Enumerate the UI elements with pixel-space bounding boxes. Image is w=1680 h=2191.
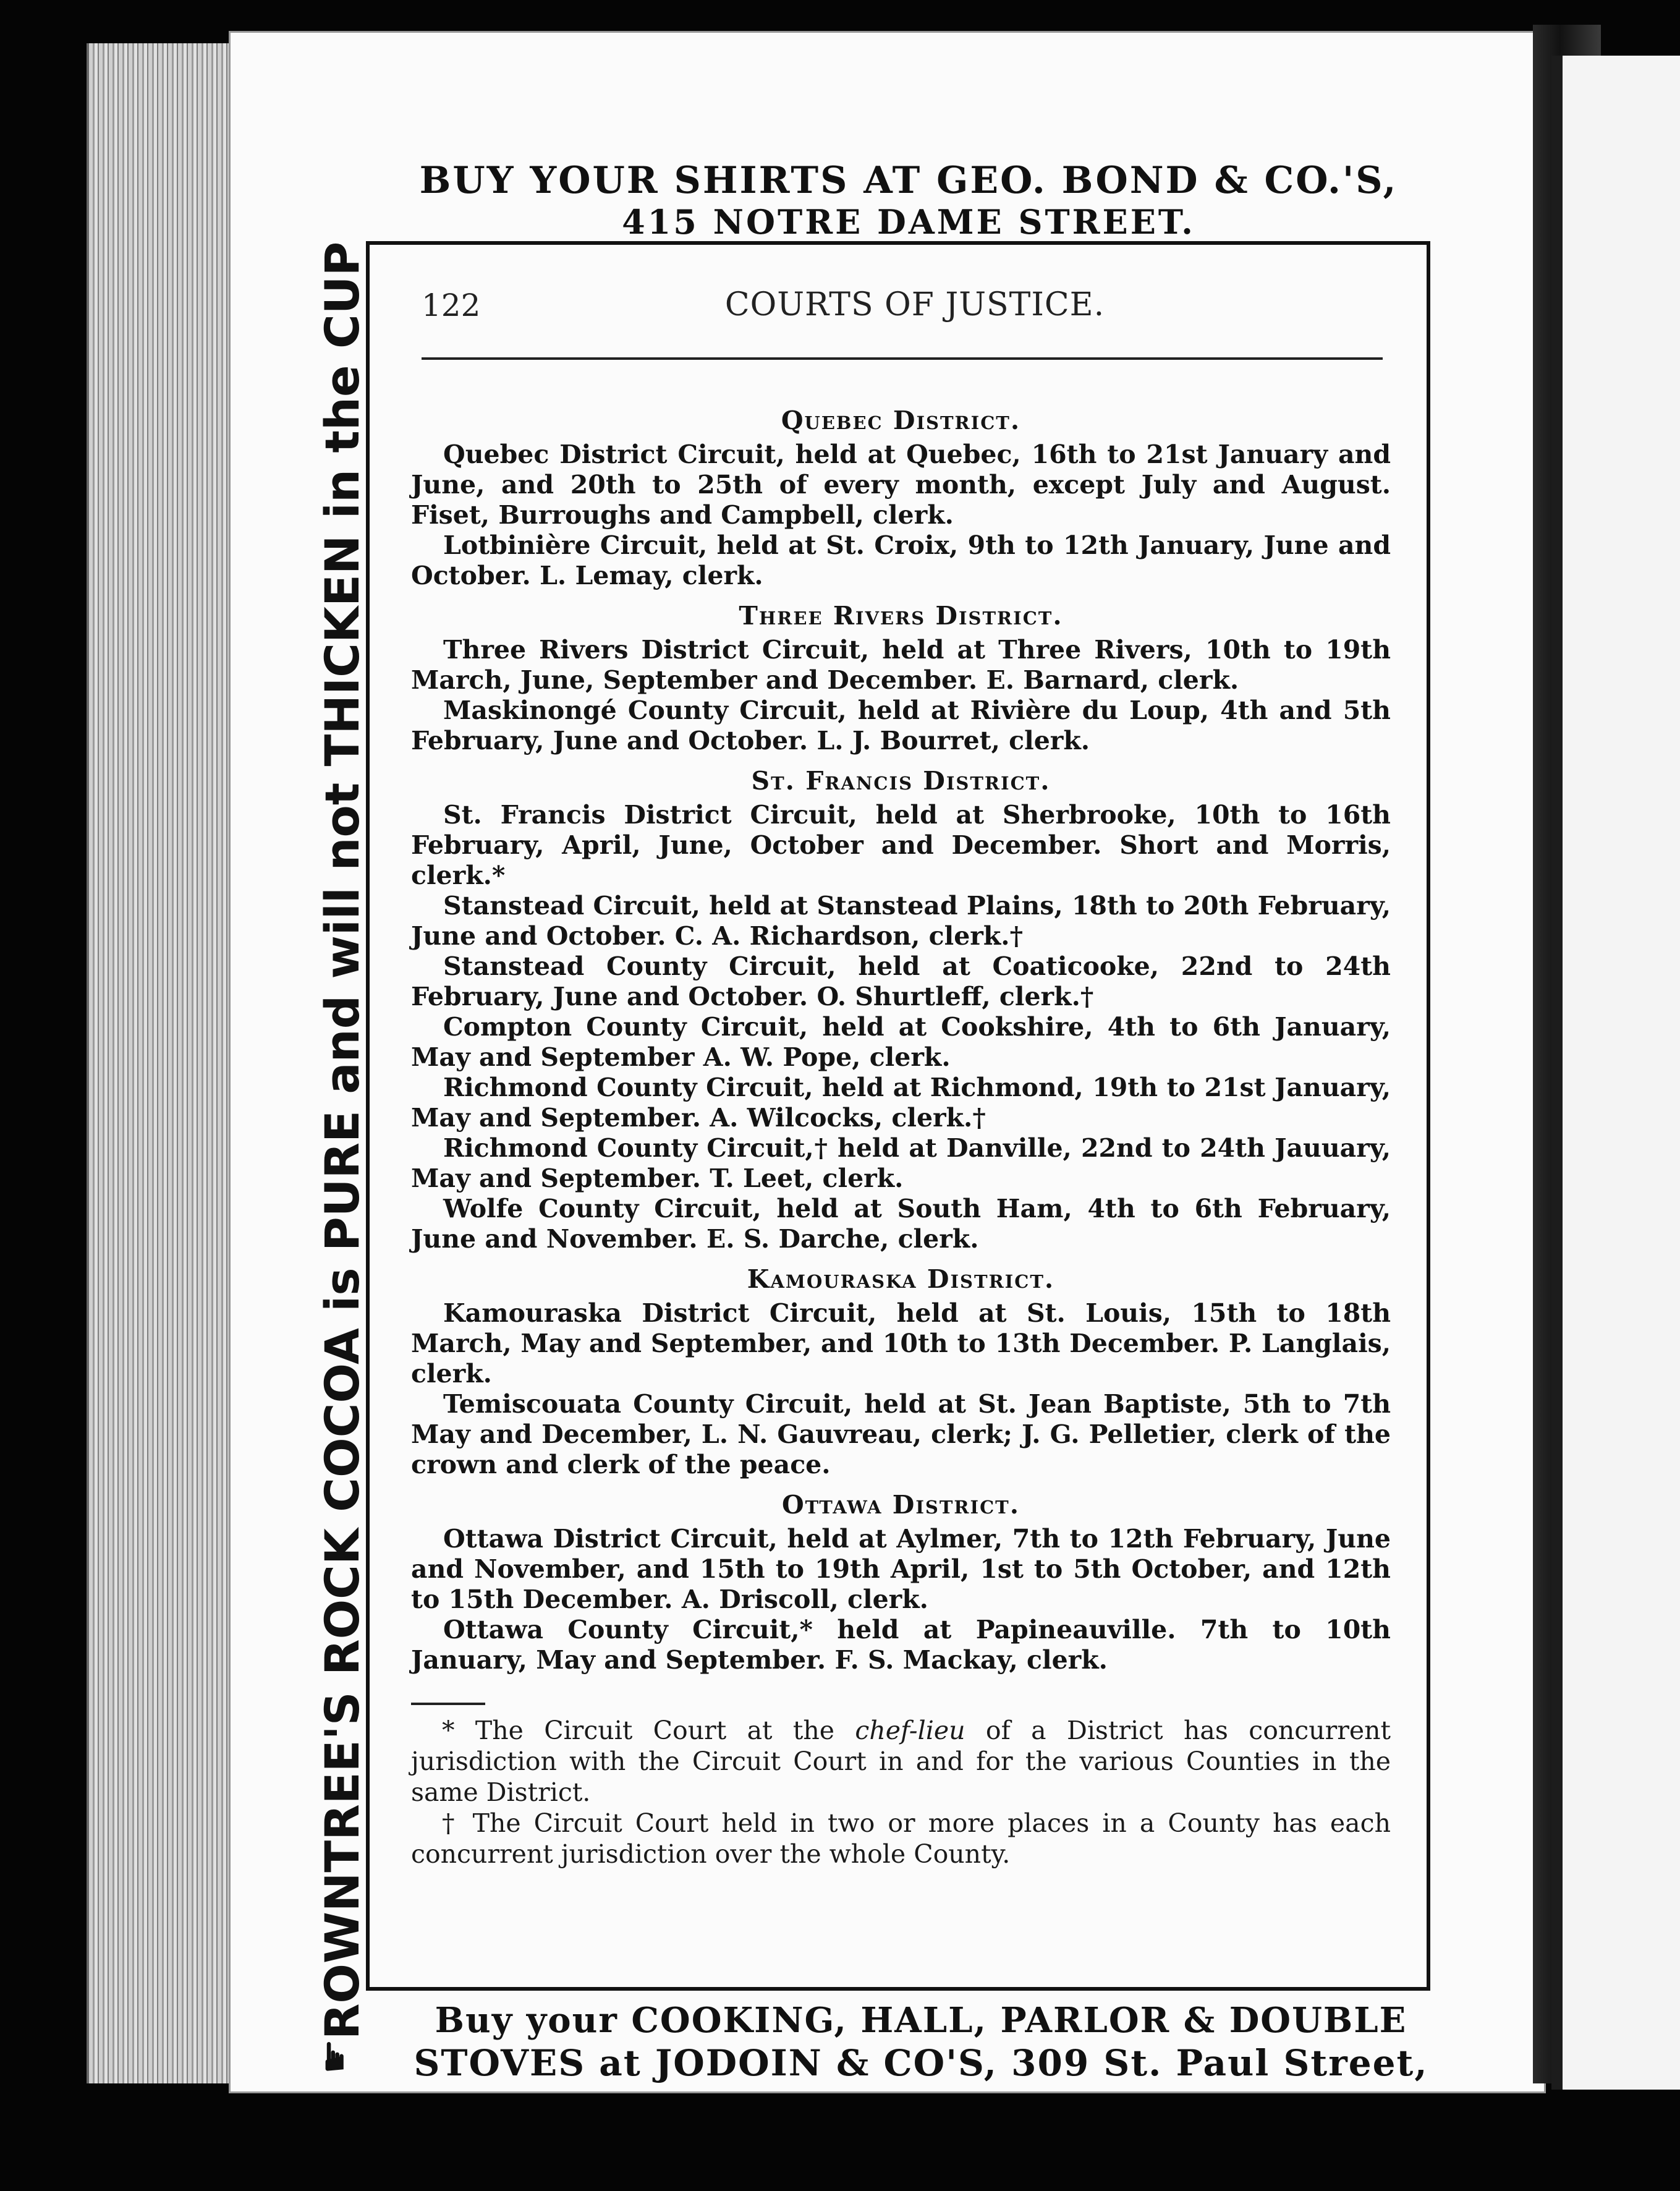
footnote-rule xyxy=(411,1703,485,1705)
court-entry: Wolfe County Circuit, held at South Ham, 4th to 6th February, June and November. E. S. Darche, clerk. xyxy=(411,1194,1391,1254)
side-ad-text: ROWNTREE'S ROCK COCOA is PURE and will not THICKEN in the CUP xyxy=(314,241,370,2040)
district-heading: Three Rivers District. xyxy=(739,601,1063,631)
section-three-rivers xyxy=(411,601,1391,756)
page-title: COURTS OF JUSTICE. xyxy=(724,286,1105,323)
footnote-dagger: † The Circuit Court held in two or more places in a County has each concurrent jurisdiction over the whole County. xyxy=(411,1808,1391,1869)
court-entry: Maskinongé County Circuit, held at Rivière du Loup, 4th and 5th February, June and October. L. J. Bourret, clerk. xyxy=(411,696,1391,755)
top-ad-line-2: 415 NOTRE DAME STREET. xyxy=(622,202,1195,242)
court-entry: St. Francis District Circuit, held at Sherbrooke, 10th to 16th February, April, June, October and December. Short and Morris, clerk.* xyxy=(411,800,1391,890)
court-entry: Ottawa County Circuit,* held at Papineauville. 7th to 10th January, May and September. F. S. Mackay, clerk. xyxy=(411,1615,1391,1675)
section-quebec xyxy=(411,406,1391,591)
district-heading: Kamouraska District. xyxy=(747,1264,1055,1294)
court-entry: Stanstead County Circuit, held at Coaticooke, 22nd to 24th February, June and October. O. Shurtleff, clerk.† xyxy=(411,951,1391,1011)
court-entry: Temiscouata County Circuit, held at St. Jean Baptiste, 5th to 7th May and December, L. N. Gauvreau, clerk; J. G. Pelletier, clerk of the crown and clerk of the peace. xyxy=(411,1389,1391,1479)
footnote-star-italic: chef-lieu xyxy=(855,1716,965,1745)
header-rule xyxy=(422,357,1383,360)
section-st-francis xyxy=(411,766,1391,1254)
district-heading: Ottawa District. xyxy=(781,1490,1020,1520)
court-entry: Richmond County Circuit,† held at Danville, 22nd to 24th Jauuary, May and September. T. Leet, clerk. xyxy=(411,1133,1391,1193)
page-number: 122 xyxy=(422,287,481,323)
section-kamouraska xyxy=(411,1264,1391,1480)
district-heading: St. Francis District. xyxy=(751,766,1051,796)
top-ad-line-1: BUY YOUR SHIRTS AT GEO. BOND & CO.'S, xyxy=(419,159,1398,202)
court-entry: Quebec District Circuit, held at Quebec, 16th to 21st January and June, and 20th to 25th of every month, except July and August. Fiset, Burroughs and Campbell, clerk. xyxy=(411,440,1391,530)
court-entry: Ottawa District Circuit, held at Aylmer, 7th to 12th February, June and November, and 15th to 19th April, 1st to 5th October, and 12th to 15th December. A. Driscoll, clerk. xyxy=(411,1524,1391,1614)
bottom-ad-line-1: Buy your COOKING, HALL, PARLOR & DOUBLE xyxy=(435,2000,1407,2041)
pointing-hand-icon: ☛ xyxy=(312,2038,358,2074)
footnote-star-text-end: of a District has concurrent jurisdiction with the Circuit Court in and for the various Counties in the same District. xyxy=(411,1716,1391,1807)
facing-page xyxy=(1551,56,1680,2090)
court-entry: Lotbinière Circuit, held at St. Croix, 9th to 12th January, June and October. L. Lemay, clerk. xyxy=(411,530,1391,590)
court-entry: Compton County Circuit, held at Cookshire, 4th to 6th January, May and September A. W. Pope, clerk. xyxy=(411,1012,1391,1072)
court-entry: Richmond County Circuit, held at Richmond, 19th to 21st January, May and September. A. Wilcocks, clerk.† xyxy=(411,1073,1391,1133)
side-ad xyxy=(312,241,371,2040)
footnote-star xyxy=(411,1715,1391,1808)
court-entry: Kamouraska District Circuit, held at St. Louis, 15th to 18th March, May and September, and 10th to 13th December. P. Langlais, clerk. xyxy=(411,1298,1391,1389)
section-ottawa xyxy=(411,1490,1391,1675)
court-entry: Three Rivers District Circuit, held at Three Rivers, 10th to 19th March, June, September and December. E. Barnard, clerk. xyxy=(411,635,1391,695)
book-page-edges xyxy=(87,43,244,2083)
court-listing xyxy=(411,396,1391,1870)
bottom-ad-line-2: STOVES at JODOIN & CO'S, 309 St. Paul Street, xyxy=(414,2042,1428,2084)
district-heading: Quebec District. xyxy=(781,406,1021,435)
footnote-star-text: * The Circuit Court at the xyxy=(442,1716,855,1745)
court-entry: Stanstead Circuit, held at Stanstead Plains, 18th to 20th February, June and October. C. A. Richardson, clerk.† xyxy=(411,891,1391,951)
